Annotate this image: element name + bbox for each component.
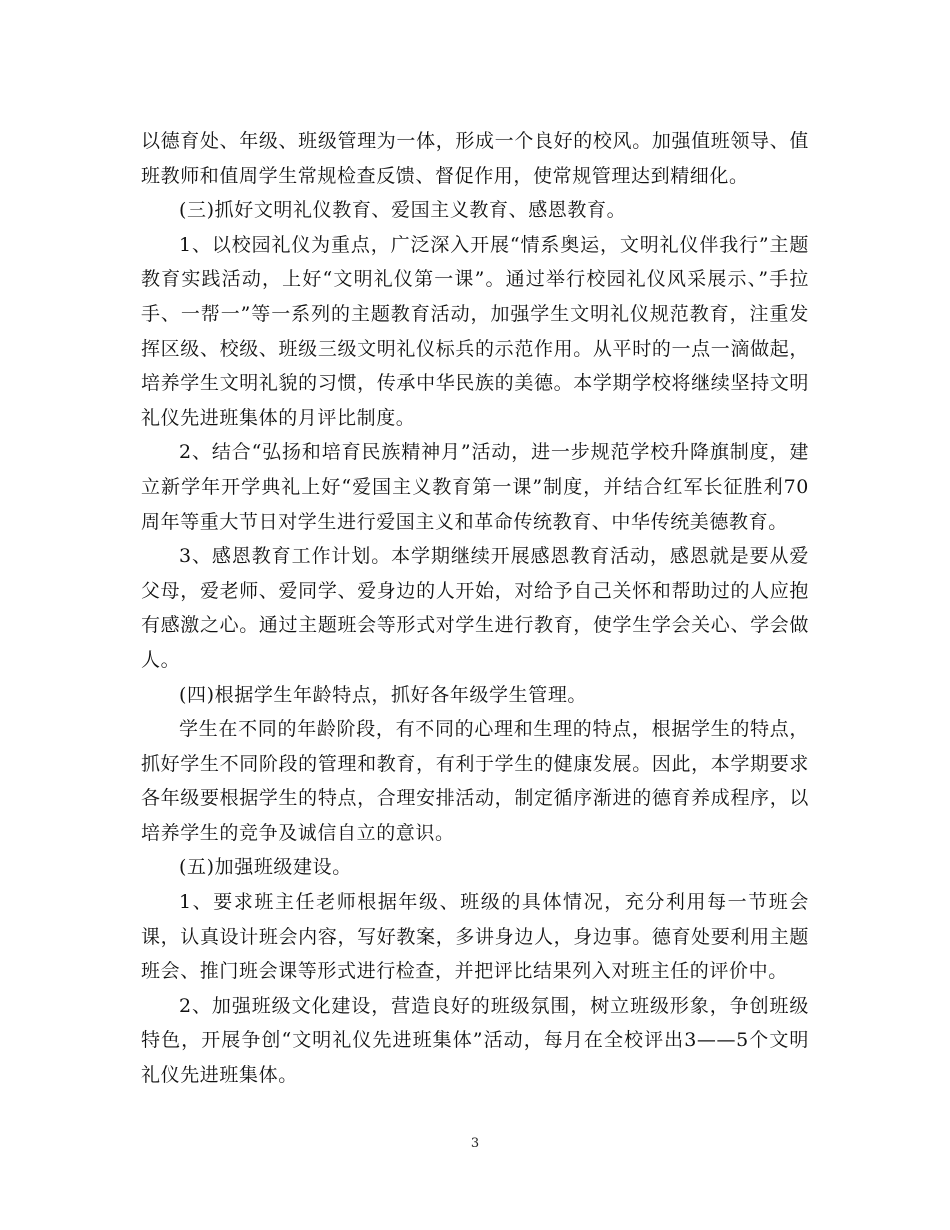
document-body <box>141 124 809 1093</box>
paragraph-gratitude-education: 3、感恩教育工作计划。本学期继续开展感恩教育活动，感恩就是要从爱父母，爱老师、爱同学、爱身边的人开始，对给予自己关怀和帮助过的人应抱有感激之心。通过主题班会等形式对学生进行教育，使学生学会关心、学会做人。 <box>141 545 809 671</box>
paragraph-campus-etiquette: 1、以校园礼仪为重点，广泛深入开展“情系奥运，文明礼仪伴我行”主题教育实践活动，上好“文明礼仪第一课”。通过举行校园礼仪风采展示、”手拉手、一帮一”等一系列的主题教育活动，加强学生文明礼仪规范教育，注重发挥区级、校级、班级三级文明礼仪标兵的示范作用。从平时的一点一滴做起，培养学生文明礼貌的习惯，传承中华民族的美德。本学期学校将继续坚持文明礼仪先进班集体的月评比制度。 <box>141 233 809 429</box>
paragraph-national-spirit-month: 2、结合“弘扬和培育民族精神月”活动，进一步规范学校升降旗制度，建立新学年开学典礼上好“爱国主义教育第一课”制度，并结合红军长征胜利70周年等重大节日对学生进行爱国主义和革命传统教育、中华传统美德教育。 <box>141 441 809 533</box>
section-heading-etiquette-patriotism-gratitude: (三)抓好文明礼仪教育、爱国主义教育、感恩教育。 <box>179 199 627 222</box>
paragraph-class-culture: 2、加强班级文化建设，营造良好的班级氛围，树立班级形象，争创班级特色，开展争创“文明礼仪先进班集体”活动，每月在全校评出3——5个文明礼仪先进班集体。 <box>141 994 809 1087</box>
page-number: 3 <box>470 1136 480 1151</box>
section-heading-grade-management: (四)根据学生年龄特点，抓好各年级学生管理。 <box>179 683 588 706</box>
paragraph-age-characteristics: 学生在不同的年龄阶段，有不同的心理和生理的特点，根据学生的特点，抓好学生不同阶段的管理和教育，有利于学生的健康发展。因此，本学期要求各年级要根据学生的特点，合理安排活动，制定循序渐进的德育养成程序，以培养学生的竞争及诚信自立的意识。 <box>141 718 809 844</box>
paragraph-class-meetings: 1、要求班主任老师根据年级、班级的具体情况，充分利用每一节班会课，认真设计班会内容，写好教案，多讲身边人，身边事。德育处要利用主题班会、推门班会课等形式进行检查，并把评比结果列入对班主任的评价中。 <box>141 891 809 983</box>
section-heading-class-building: (五)加强班级建设。 <box>179 856 352 879</box>
paragraph-school-spirit: 以德育处、年级、班级管理为一体，形成一个良好的校风。加强值班领导、值班教师和值周学生常规检查反馈、督促作用，使常规管理达到精细化。 <box>141 130 809 187</box>
